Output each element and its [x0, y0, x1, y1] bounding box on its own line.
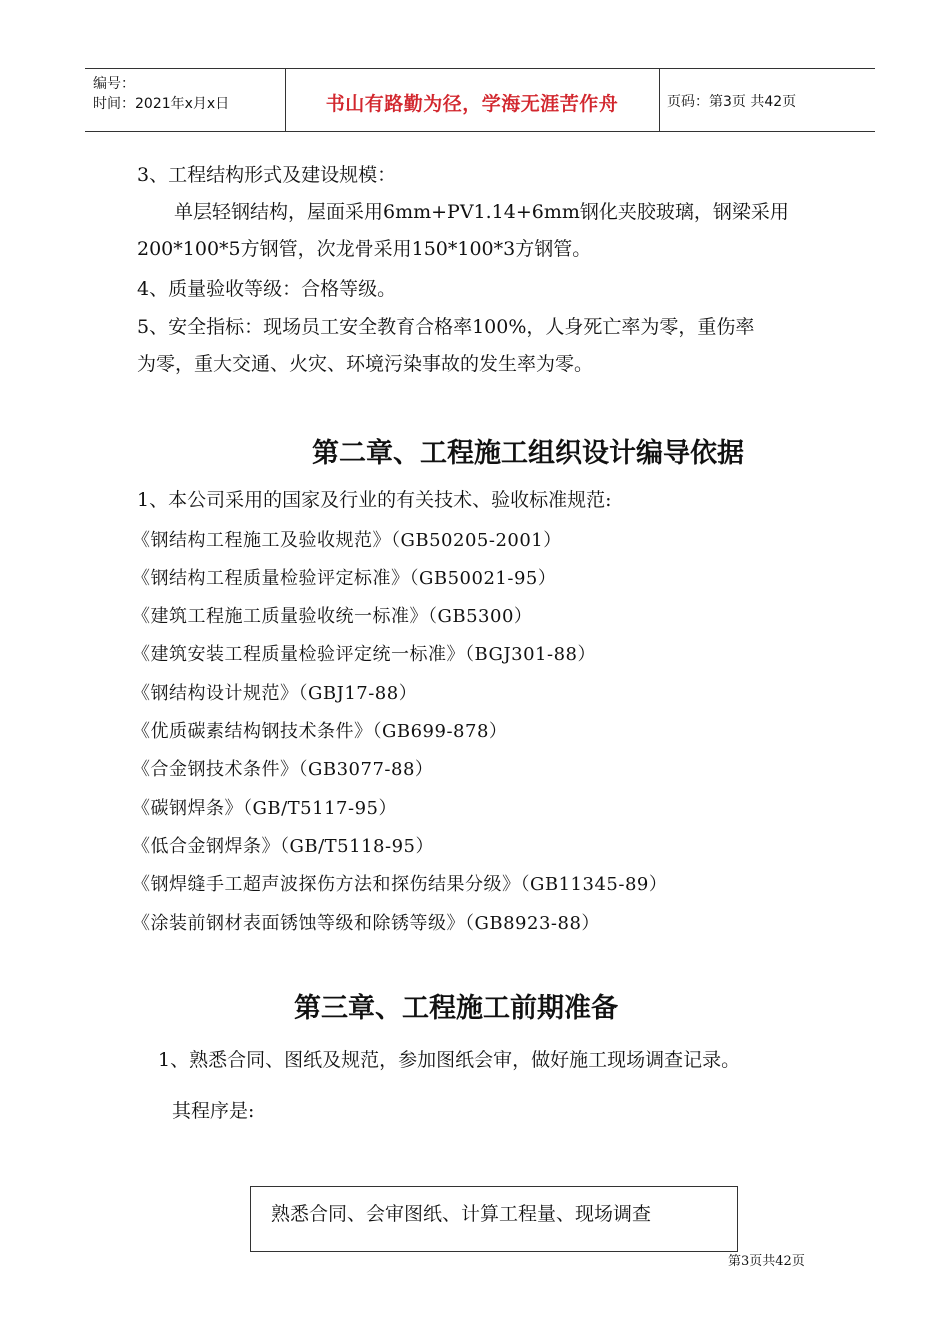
header-time-label: 时间：2021年x月x日	[93, 96, 230, 112]
reference-item: 《钢结构设计规范》（GBJ17-88）	[132, 683, 418, 704]
item4: 4、质量验收等级：合格等级。	[137, 278, 397, 300]
item3-body-line1: 单层轻钢结构，屋面采用6mm+PV1.14+6mm钢化夹胶玻璃，钢梁采用	[174, 201, 789, 223]
item5-line2: 为零，重大交通、火灾、环境污染事故的发生率为零。	[137, 353, 594, 375]
reference-item: 《建筑工程施工质量验收统一标准》（GB5300）	[132, 606, 533, 627]
reference-item: 《低合金钢焊条》（GB/T5118-95）	[132, 836, 434, 857]
procedure-box-text: 熟悉合同、会审图纸、计算工程量、现场调查	[271, 1203, 652, 1225]
chapter3-item1: 1、熟悉合同、图纸及规范，参加图纸会审，做好施工现场调查记录。	[158, 1049, 741, 1071]
procedure-box	[250, 1186, 738, 1252]
header-motto: 书山有路勤为径，学海无涯苦作舟	[325, 93, 619, 115]
header-meta-cell	[85, 69, 286, 131]
item3-body-line2: 200*100*5方钢管，次龙骨采用150*100*3方钢管。	[137, 238, 592, 260]
reference-item: 《建筑安装工程质量检验评定统一标准》（BGJ301-88）	[132, 644, 596, 665]
reference-item: 《碳钢焊条》（GB/T5117-95）	[132, 798, 397, 819]
reference-item: 《钢结构工程施工及验收规范》（GB50205-2001）	[132, 530, 562, 551]
reference-item: 《涂装前钢材表面锈蚀等级和除锈等级》（GB8923-88）	[132, 913, 600, 934]
header-page-cell	[659, 69, 875, 131]
header-motto-cell	[285, 69, 660, 131]
reference-item: 《钢结构工程质量检验评定标准》（GB50021-95）	[132, 568, 557, 589]
reference-item: 《优质碳素结构钢技术条件》（GB699-878）	[132, 721, 508, 742]
header-page-label: 页码：第3页 共42页	[667, 94, 797, 110]
chapter2-intro: 1、本公司采用的国家及行业的有关技术、验收标准规范:	[137, 489, 612, 511]
footer-page-number: 第3页共42页	[728, 1254, 805, 1269]
page-header	[85, 68, 875, 132]
chapter2-title: 第二章、工程施工组织设计编导依据	[312, 438, 744, 469]
procedure-label: 其程序是:	[172, 1100, 255, 1122]
item5-line1: 5、安全指标：现场员工安全教育合格率100%，人身死亡率为零，重伤率	[137, 316, 755, 338]
chapter3-title: 第三章、工程施工前期准备	[294, 993, 618, 1024]
reference-item: 《合金钢技术条件》（GB3077-88）	[132, 759, 434, 780]
reference-item: 《钢焊缝手工超声波探伤方法和探伤结果分级》（GB11345-89）	[132, 874, 668, 895]
header-number-label: 编号：	[93, 76, 135, 92]
item3-title: 3、工程结构形式及建设规模：	[137, 164, 397, 186]
